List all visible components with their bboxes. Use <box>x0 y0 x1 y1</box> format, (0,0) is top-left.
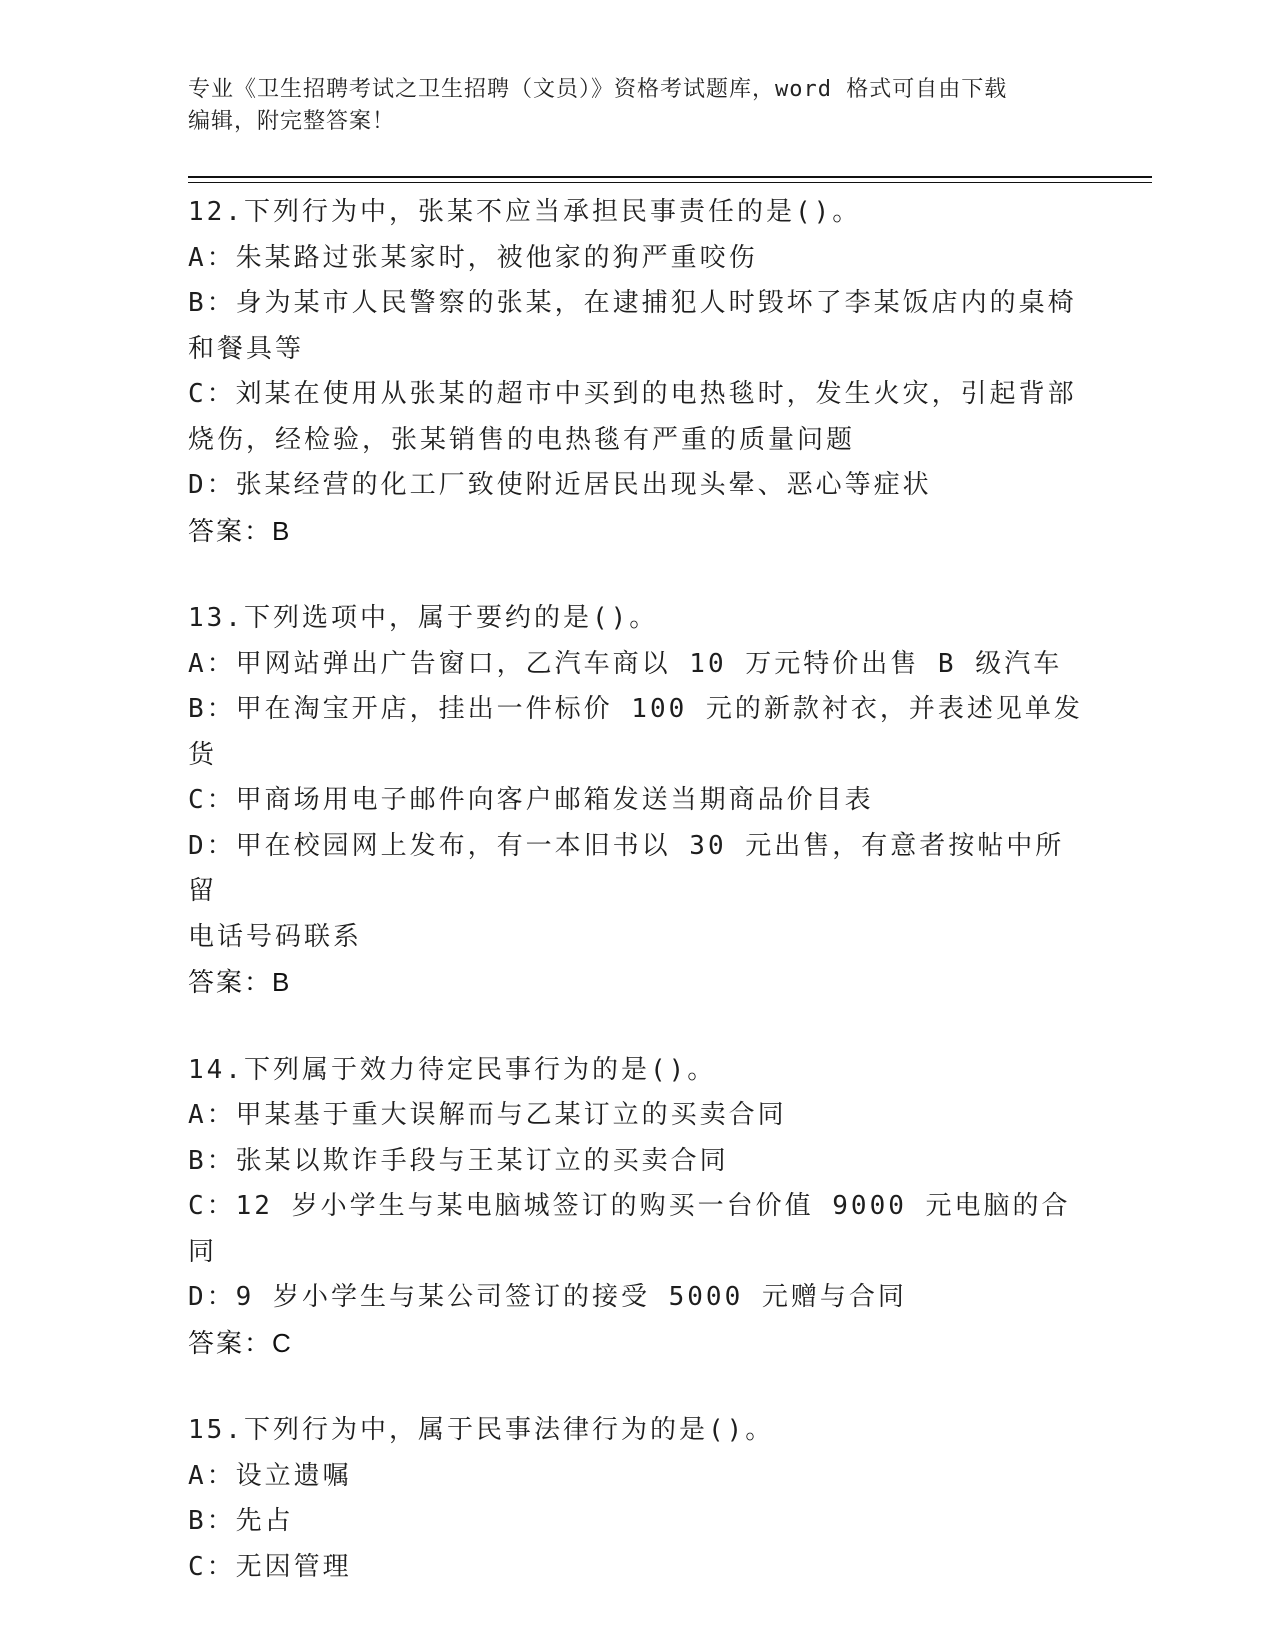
question-12 <box>188 190 1088 554</box>
question-14 <box>188 1048 1088 1367</box>
option-d: D：张某经营的化工厂致使附近居民出现头晕、恶心等症状 <box>188 470 932 500</box>
option-b: B：先占 <box>188 1506 294 1536</box>
option-d-continued: 电话号码联系 <box>188 921 363 952</box>
header-divider-thin <box>188 182 1152 183</box>
question-stem: 12.下列行为中，张某不应当承担民事责任的是()。 <box>188 197 862 227</box>
option-b: B：甲在淘宝开店，挂出一件标价 100 元的新款衬衣，并表述见单发货 <box>188 694 1083 770</box>
option-b-continued: 和餐具等 <box>188 333 305 364</box>
option-a: A：甲网站弹出广告窗口，乙汽车商以 10 万元特价出售 B 级汽车 <box>188 648 1063 679</box>
answer-line: 答案：B <box>188 967 292 997</box>
question-stem: 13.下列选项中，属于要约的是()。 <box>188 603 659 633</box>
option-b: B：张某以欺诈手段与王某订立的买卖合同 <box>188 1145 729 1176</box>
option-a: A：朱某路过张某家时，被他家的狗严重咬伤 <box>188 242 758 273</box>
option-c: C：甲商场用电子邮件向客户邮箱发送当期商品价目表 <box>188 785 874 815</box>
option-a: A：甲某基于重大误解而与乙某订立的买卖合同 <box>188 1100 787 1130</box>
question-list <box>188 190 1088 1590</box>
option-c: C：无因管理 <box>188 1551 352 1582</box>
option-a: A：设立遗嘱 <box>188 1460 352 1491</box>
header-divider-thick <box>188 176 1152 178</box>
answer-line: 答案：C <box>188 1327 293 1358</box>
option-d: D：9 岁小学生与某公司签订的接受 5000 元赠与合同 <box>188 1282 907 1312</box>
page-header <box>188 74 1088 138</box>
answer-line: 答案：B <box>188 515 292 546</box>
header-line-1: 专业《卫生招聘考试之卫生招聘（文员）》资格考试题库，word 格式可自由下载 <box>188 77 1008 102</box>
question-15 <box>188 1408 1088 1590</box>
question-stem: 14.下列属于效力待定民事行为的是()。 <box>188 1054 717 1085</box>
option-b: B：身为某市人民警察的张某，在逮捕犯人时毁坏了李某饭店内的桌椅 <box>188 288 1077 318</box>
header-line-2: 编辑，附完整答案！ <box>188 109 396 134</box>
option-c: C：12 岁小学生与某电脑城签订的购买一台价值 9000 元电脑的合同 <box>188 1191 1071 1267</box>
question-13 <box>188 596 1088 1006</box>
question-stem: 15.下列行为中，属于民事法律行为的是()。 <box>188 1415 775 1445</box>
option-d: D：甲在校园网上发布，有一本旧书以 30 元出售，有意者按帖中所留 <box>188 830 1065 906</box>
option-c: C：刘某在使用从张某的超市中买到的电热毯时，发生火灾，引起背部 <box>188 379 1077 409</box>
option-c-continued: 烧伤，经检验，张某销售的电热毯有严重的质量问题 <box>188 424 856 455</box>
